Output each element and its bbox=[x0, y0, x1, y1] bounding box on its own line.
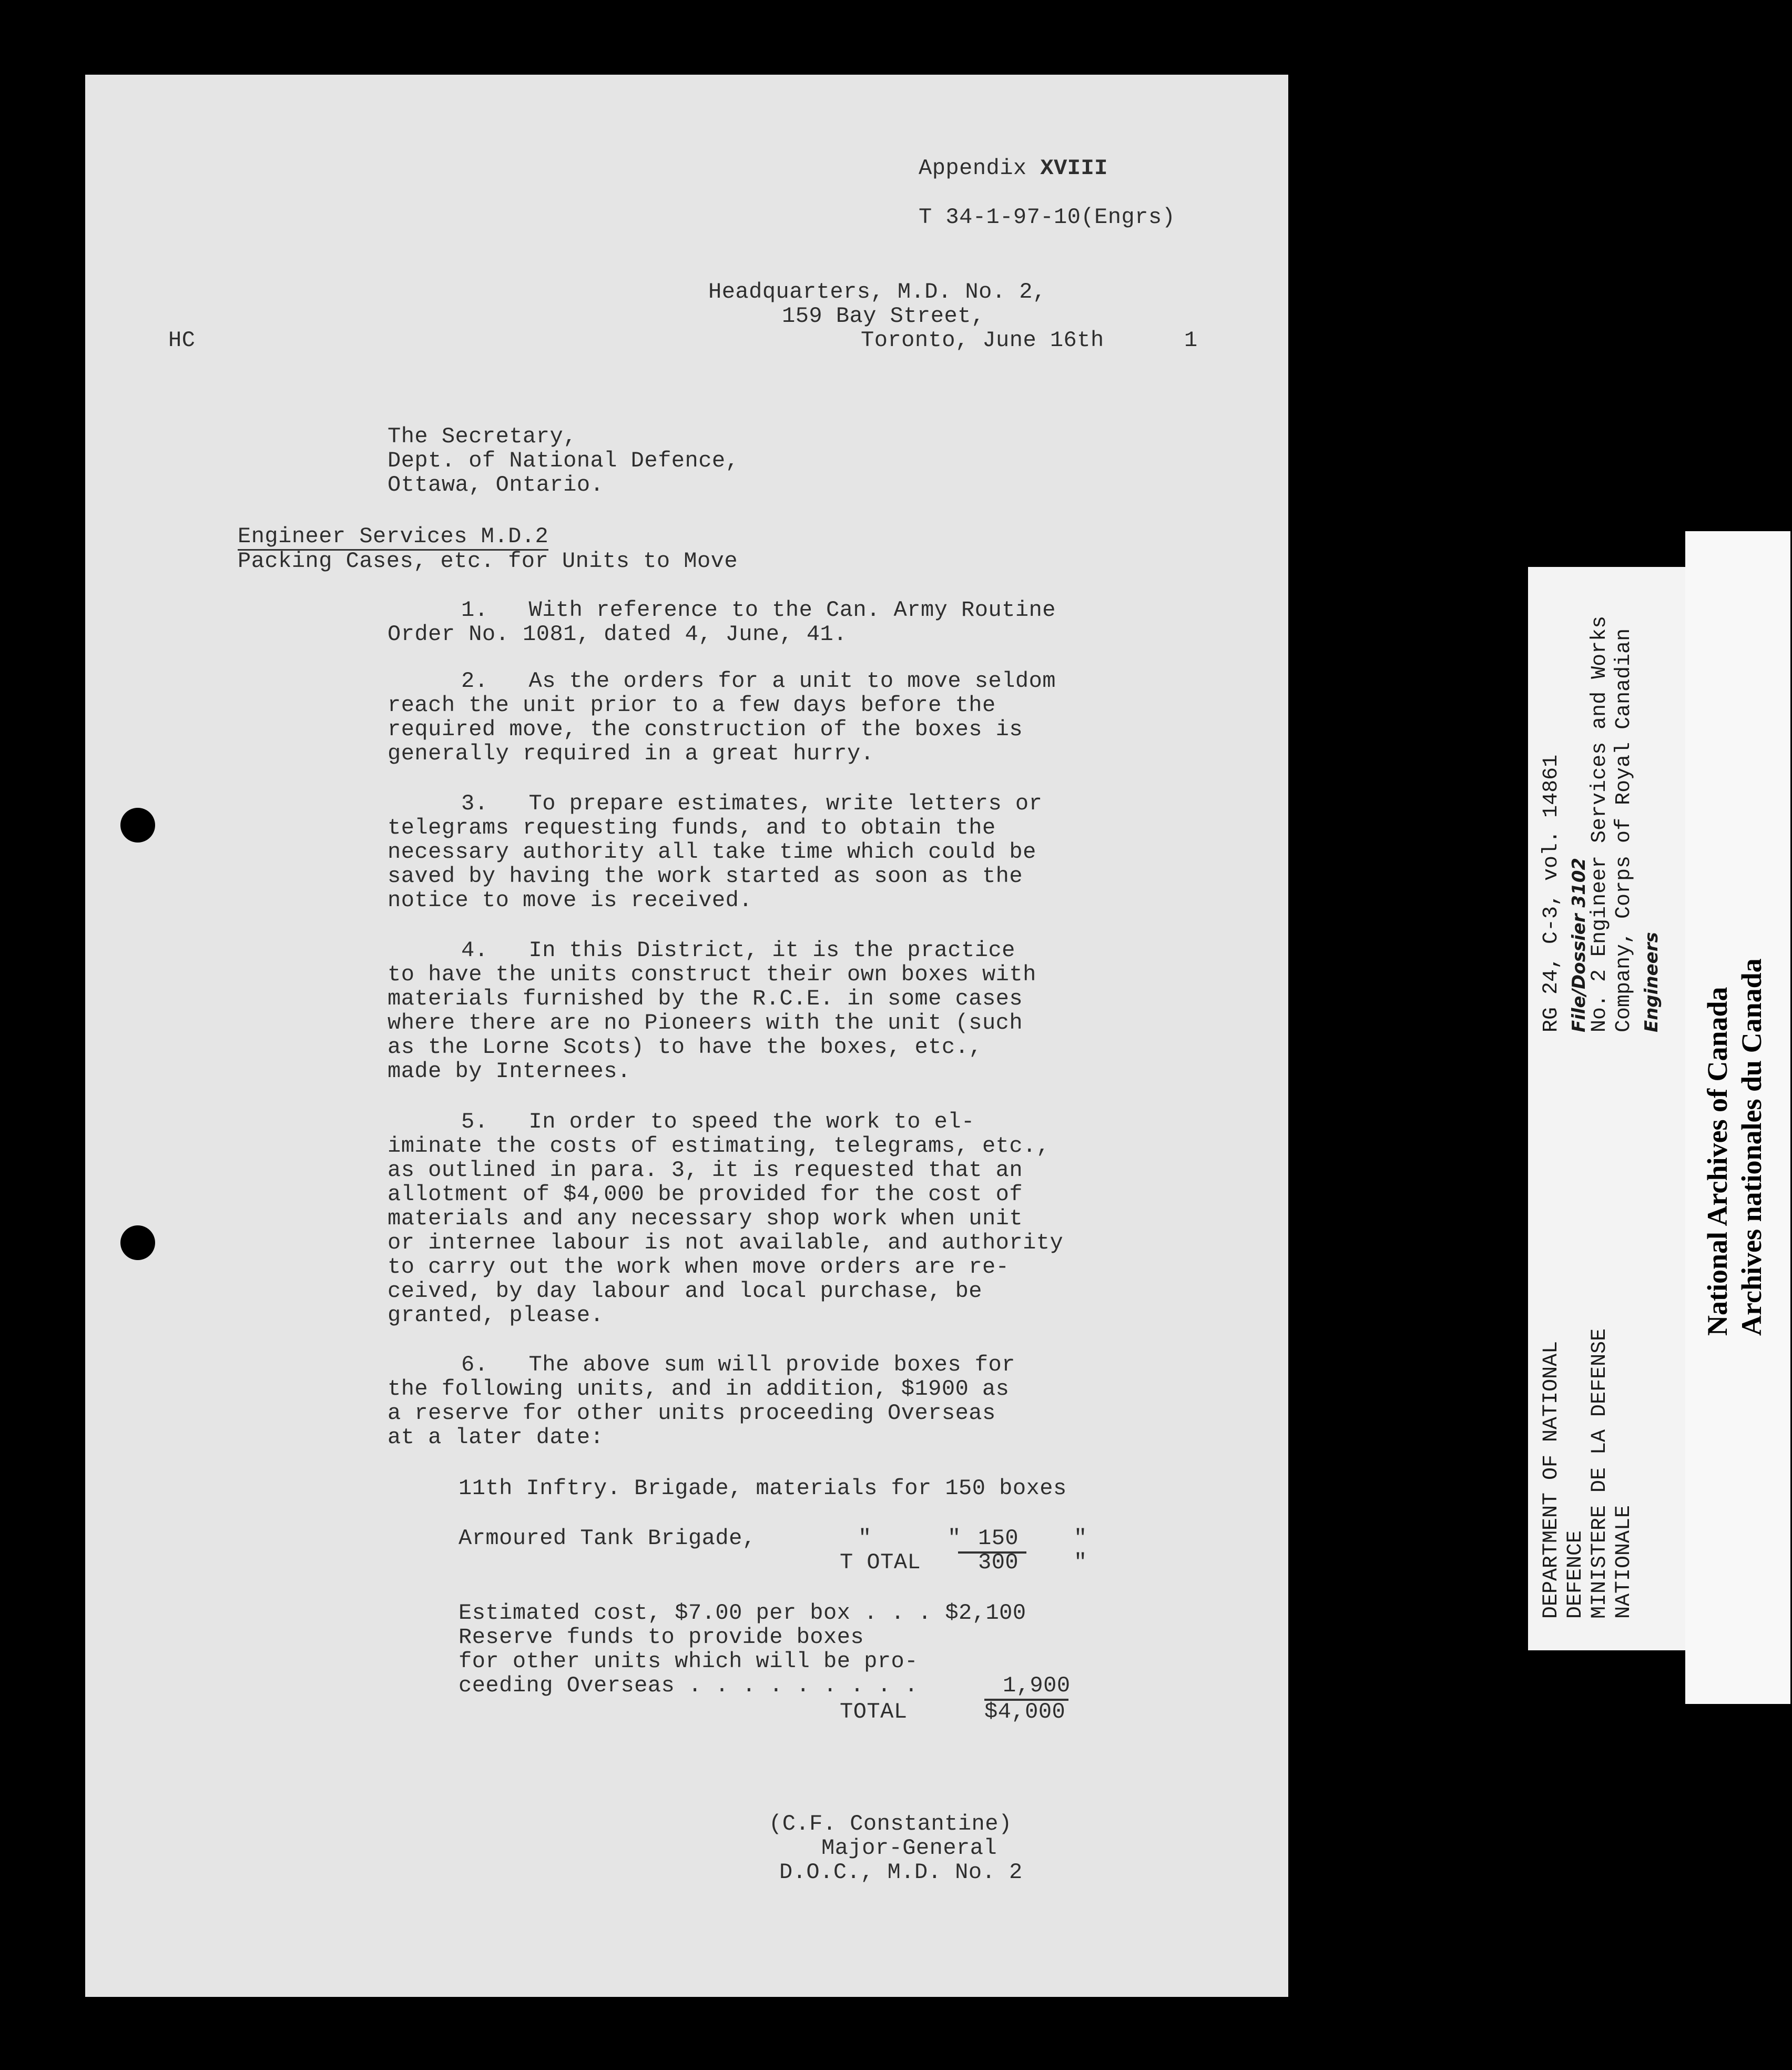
units-row-tank-qty: 150 bbox=[978, 1526, 1019, 1551]
paragraph-line: or internee labour is not available, and authority bbox=[388, 1230, 1064, 1255]
dept-line: DEFENCE bbox=[1564, 1530, 1587, 1619]
paragraph-line: iminate the costs of estimating, telegrams, etc., bbox=[388, 1133, 1050, 1159]
paragraph-line: as outlined in para. 3, it is requested that an bbox=[388, 1158, 1023, 1183]
paragraph-line: notice to move is received. bbox=[388, 888, 753, 913]
title-line: No. 2 Engineer Services and Works bbox=[1588, 615, 1612, 1032]
signature-name: (C.F. Constantine) bbox=[769, 1811, 1012, 1836]
units-row-infantry: 11th Inftry. Brigade, materials for 150 boxes bbox=[459, 1476, 1067, 1501]
paragraph-line: reach the unit prior to a few days before the bbox=[388, 693, 996, 718]
hq-address-date: Toronto, June 16th bbox=[861, 328, 1104, 353]
dept-line: NATIONALE bbox=[1612, 1505, 1636, 1619]
units-total-label: T OTAL bbox=[840, 1550, 921, 1575]
hq-address-line1: Headquarters, M.D. No. 2, bbox=[708, 279, 1046, 305]
date-suffix: 1 bbox=[1184, 328, 1198, 353]
subject-line: Packing Cases, etc. for Units to Move bbox=[238, 549, 738, 574]
paragraph-line: materials and any necessary shop work when unit bbox=[388, 1206, 1023, 1231]
recipient-line: Dept. of National Defence, bbox=[388, 448, 739, 473]
paragraph-line: 3. To prepare estimates, write letters or bbox=[461, 791, 1043, 816]
subject-line: Engineer Services M.D.2 bbox=[238, 524, 548, 551]
cost-row-reserve: for other units which will be pro- bbox=[459, 1649, 918, 1674]
punch-hole bbox=[120, 808, 155, 843]
title-line-handwritten: Engineers bbox=[1641, 932, 1662, 1032]
paragraph-line: to carry out the work when move orders are re- bbox=[388, 1254, 1010, 1280]
units-row-tank-name: Armoured Tank Brigade, bbox=[459, 1526, 756, 1551]
paragraph-line: 5. In order to speed the work to el- bbox=[461, 1109, 975, 1134]
dept-line: MINISTERE DE LA DEFENSE bbox=[1588, 1328, 1612, 1619]
ditto-mark: " bbox=[1074, 1526, 1087, 1551]
ditto-mark: " bbox=[1074, 1550, 1087, 1575]
archives-name-fr: Archives nationales du Canada bbox=[1736, 958, 1767, 1336]
cost-total-label: TOTAL bbox=[840, 1699, 908, 1724]
paragraph-line: at a later date: bbox=[388, 1425, 604, 1450]
paragraph-line: as the Lorne Scots) to have the boxes, etc., bbox=[388, 1034, 982, 1060]
units-total-qty: 300 bbox=[978, 1550, 1019, 1575]
archive-reference-label bbox=[1528, 567, 1686, 1650]
paragraph-line: made by Internees. bbox=[388, 1059, 631, 1084]
paragraph-line: saved by having the work started as soon as the bbox=[388, 864, 1023, 889]
archives-stamp-card bbox=[1685, 531, 1790, 1704]
paragraph-line: where there are no Pioneers with the unit (such bbox=[388, 1010, 1023, 1036]
recipient-line: Ottawa, Ontario. bbox=[388, 472, 604, 498]
paragraph-line: allotment of $4,000 be provided for the cost of bbox=[388, 1182, 1023, 1207]
hq-address-line2: 159 Bay Street, bbox=[782, 303, 985, 329]
margin-mark: HC bbox=[168, 328, 196, 353]
file-dossier-handwritten: File/Dossier 3102 bbox=[1569, 857, 1590, 1032]
cost-row-reserve: Reserve funds to provide boxes bbox=[459, 1625, 864, 1650]
paragraph-line: materials furnished by the R.C.E. in some cases bbox=[388, 986, 1023, 1011]
recipient-line: The Secretary, bbox=[388, 424, 577, 449]
cost-row-estimate: Estimated cost, $7.00 per box . . . $2,100 bbox=[459, 1600, 1026, 1626]
paragraph-line: generally required in a great hurry. bbox=[388, 741, 874, 766]
paragraph-line: 6. The above sum will provide boxes for bbox=[461, 1352, 1015, 1377]
paragraph-line: the following units, and in addition, $1900 as bbox=[388, 1376, 1010, 1402]
cost-reserve-amount: 1,900 bbox=[1003, 1673, 1071, 1698]
appendix-heading bbox=[919, 156, 1108, 180]
paragraph-line: necessary authority all take time which could be bbox=[388, 839, 1036, 865]
paragraph-line: Order No. 1081, dated 4, June, 41. bbox=[388, 622, 847, 647]
punch-hole bbox=[120, 1225, 155, 1260]
ditto-mark: " bbox=[948, 1526, 961, 1551]
paragraph-line: telegrams requesting funds, and to obtain the bbox=[388, 815, 996, 840]
archives-name-en: National Archives of Canada bbox=[1702, 987, 1733, 1336]
paragraph-line: a reserve for other units proceeding Overseas bbox=[388, 1401, 996, 1426]
appendix-number: XVIII bbox=[1040, 156, 1108, 181]
cost-row-reserve: ceeding Overseas . . . . . . . . . bbox=[459, 1673, 918, 1698]
signature-title: D.O.C., M.D. No. 2 bbox=[779, 1860, 1023, 1885]
ditto-mark: " bbox=[858, 1526, 872, 1551]
paragraph-line: 4. In this District, it is the practice bbox=[461, 938, 1015, 963]
paragraph-line: required move, the construction of the boxes is bbox=[388, 717, 1023, 742]
file-reference: T 34-1-97-10(Engrs) bbox=[919, 205, 1176, 230]
cost-total-amount: $4,000 bbox=[984, 1699, 1066, 1724]
paragraph-line: granted, please. bbox=[388, 1303, 604, 1328]
title-line: Company, Corps of Royal Canadian bbox=[1612, 628, 1636, 1032]
paragraph-line: to have the units construct their own boxes with bbox=[388, 962, 1036, 987]
appendix-label: Appendix bbox=[919, 156, 1027, 181]
dept-line: DEPARTMENT OF NATIONAL bbox=[1540, 1341, 1563, 1619]
record-group-ref: RG 24, C-3, vol. 14861 bbox=[1540, 754, 1563, 1032]
letter-page bbox=[85, 75, 1288, 1997]
paragraph-line: ceived, by day labour and local purchase, be bbox=[388, 1278, 982, 1304]
paragraph-line: 2. As the orders for a unit to move seldom bbox=[461, 668, 1056, 694]
paragraph-line: 1. With reference to the Can. Army Routine bbox=[461, 597, 1056, 623]
signature-rank: Major-General bbox=[821, 1835, 997, 1861]
